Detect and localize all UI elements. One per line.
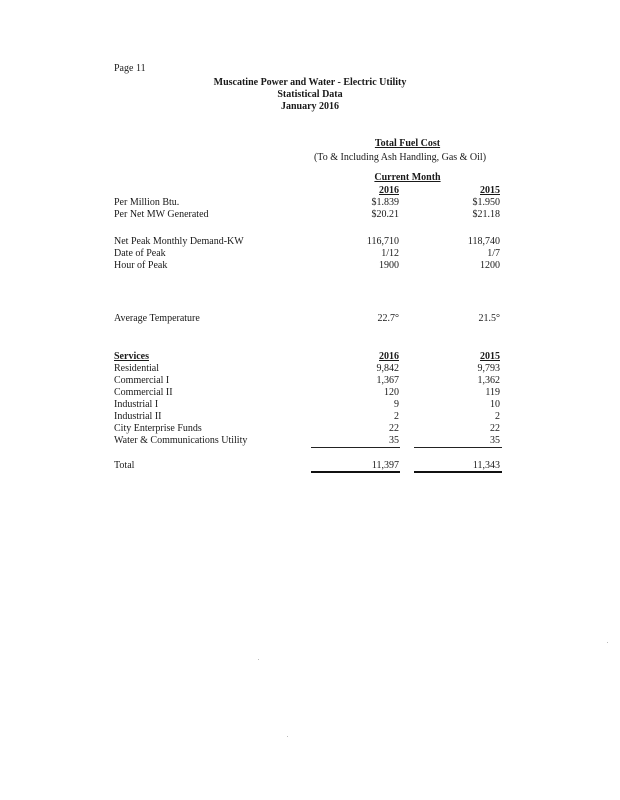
value-2015: 35 (490, 435, 500, 446)
value-2016: 9,842 (376, 363, 399, 374)
value-2016: $20.21 (371, 209, 399, 220)
total-2016: 11,397 (371, 460, 399, 471)
value-2015: 9,793 (477, 363, 500, 374)
row-label: Per Million Btu. (114, 197, 180, 208)
scan-speck (607, 642, 608, 643)
value-2016: 120 (384, 387, 399, 398)
column-header-2016: 2016 (379, 351, 399, 362)
column-header-2015: 2015 (480, 351, 500, 362)
subtotal-rule-2016 (311, 447, 400, 448)
value-2015: 21.5° (478, 313, 500, 324)
value-2016: 116,710 (366, 236, 399, 247)
row-label: Per Net MW Generated (114, 209, 209, 220)
row-label: Residential (114, 363, 159, 374)
current-month-heading: Current Month (374, 172, 441, 183)
column-header-2015: 2015 (480, 185, 500, 196)
value-2016: 35 (389, 435, 399, 446)
value-2016: 22.7° (377, 313, 399, 324)
value-2016: 1900 (379, 260, 399, 271)
value-2016: 9 (394, 399, 399, 410)
total-rule-2015 (414, 471, 502, 473)
row-label: Average Temperature (114, 313, 200, 324)
row-label: Water & Communications Utility (114, 435, 248, 446)
column-header-2016: 2016 (379, 185, 399, 196)
document-title: Muscatine Power and Water - Electric Utility (213, 77, 407, 88)
value-2015: 2 (495, 411, 500, 422)
row-label: Date of Peak (114, 248, 166, 259)
row-label: Industrial I (114, 399, 159, 410)
value-2015: 119 (485, 387, 500, 398)
value-2015: 118,740 (467, 236, 500, 247)
value-2015: $1.950 (472, 197, 500, 208)
document-period: January 2016 (280, 101, 340, 112)
value-2016: $1.839 (371, 197, 399, 208)
page-number: Page 11 (114, 63, 146, 74)
fuel-cost-subheading: (To & Including Ash Handling, Gas & Oil) (313, 152, 487, 163)
value-2015: 10 (490, 399, 500, 410)
value-2016: 22 (389, 423, 399, 434)
row-label: Hour of Peak (114, 260, 168, 271)
document-subtitle: Statistical Data (277, 89, 343, 100)
row-label: Net Peak Monthly Demand-KW (114, 236, 244, 247)
row-label: City Enterprise Funds (114, 423, 202, 434)
scan-speck (287, 736, 288, 737)
value-2015: 1,362 (477, 375, 500, 386)
total-label: Total (114, 460, 135, 471)
value-2016: 1,367 (376, 375, 399, 386)
value-2015: $21.18 (472, 209, 500, 220)
fuel-cost-heading: Total Fuel Cost (374, 138, 441, 149)
subtotal-rule-2015 (414, 447, 502, 448)
row-label: Commercial II (114, 387, 173, 398)
value-2016: 2 (394, 411, 399, 422)
row-label: Industrial II (114, 411, 162, 422)
services-heading: Services (114, 351, 149, 362)
value-2015: 22 (490, 423, 500, 434)
value-2016: 1/12 (381, 248, 399, 259)
total-2015: 11,343 (472, 460, 500, 471)
value-2015: 1200 (480, 260, 500, 271)
scan-speck (258, 659, 259, 660)
row-label: Commercial I (114, 375, 170, 386)
value-2015: 1/7 (487, 248, 500, 259)
total-rule-2016 (311, 471, 400, 473)
